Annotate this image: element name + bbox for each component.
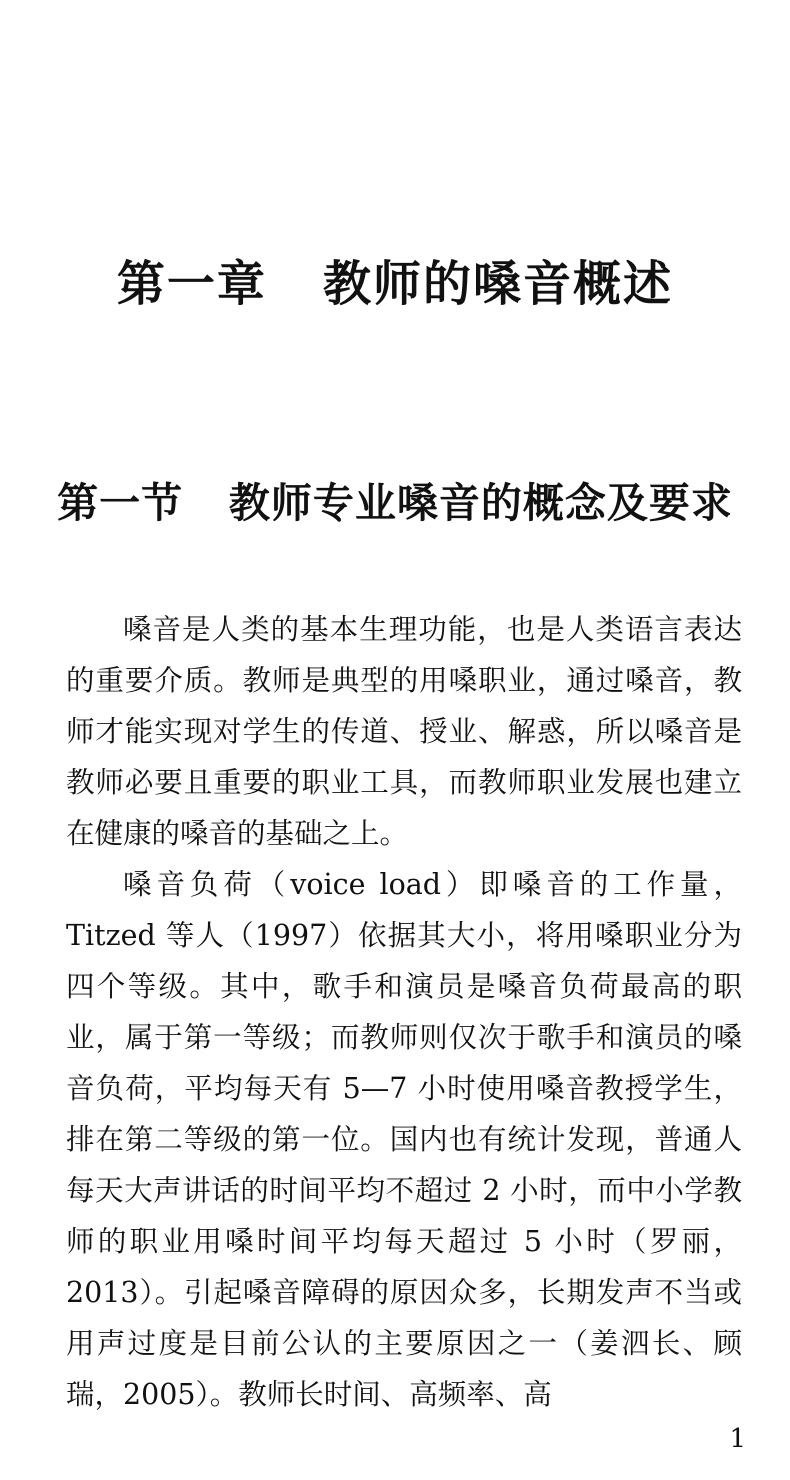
- body-text: [66, 604, 742, 1420]
- chapter-title: 第一章 教师的嗓音概述: [116, 256, 674, 312]
- page-number: 1: [729, 1424, 746, 1454]
- section-title: 第一节 教师专业嗓音的概念及要求: [57, 479, 733, 527]
- paragraph-1: 嗓音是人类的基本生理功能，也是人类语言表达的重要介质。教师是典型的用嗓职业，通过嗓音，教师才能实现对学生的传道、授业、解惑，所以嗓音是教师必要且重要的职业工具，而教师职业发展也建立在健康的嗓音的基础之上。: [66, 613, 742, 850]
- paragraph-2: 嗓音负荷（voice load）即嗓音的工作量，Titzed 等人（1997）依据其大小，将用嗓职业分为四个等级。其中，歌手和演员是嗓音负荷最高的职业，属于第一等级；而教师则仅次于歌手和演员的嗓音负荷，平均每天有 5—7 小时使用嗓音教授学生，排在第二等级的第一位。国内也有统计发现，普通人每天大声讲话的时间平均不超过 2 小时，而中小学教师的职业用嗓时间平均每天超过 5 小时（罗丽，2013）。引起嗓音障碍的原因众多，长期发声不当或用声过度是目前公认的主要原因之一（姜泗长、顾瑞，2005）。教师长时间、高频率、高: [66, 868, 742, 1411]
